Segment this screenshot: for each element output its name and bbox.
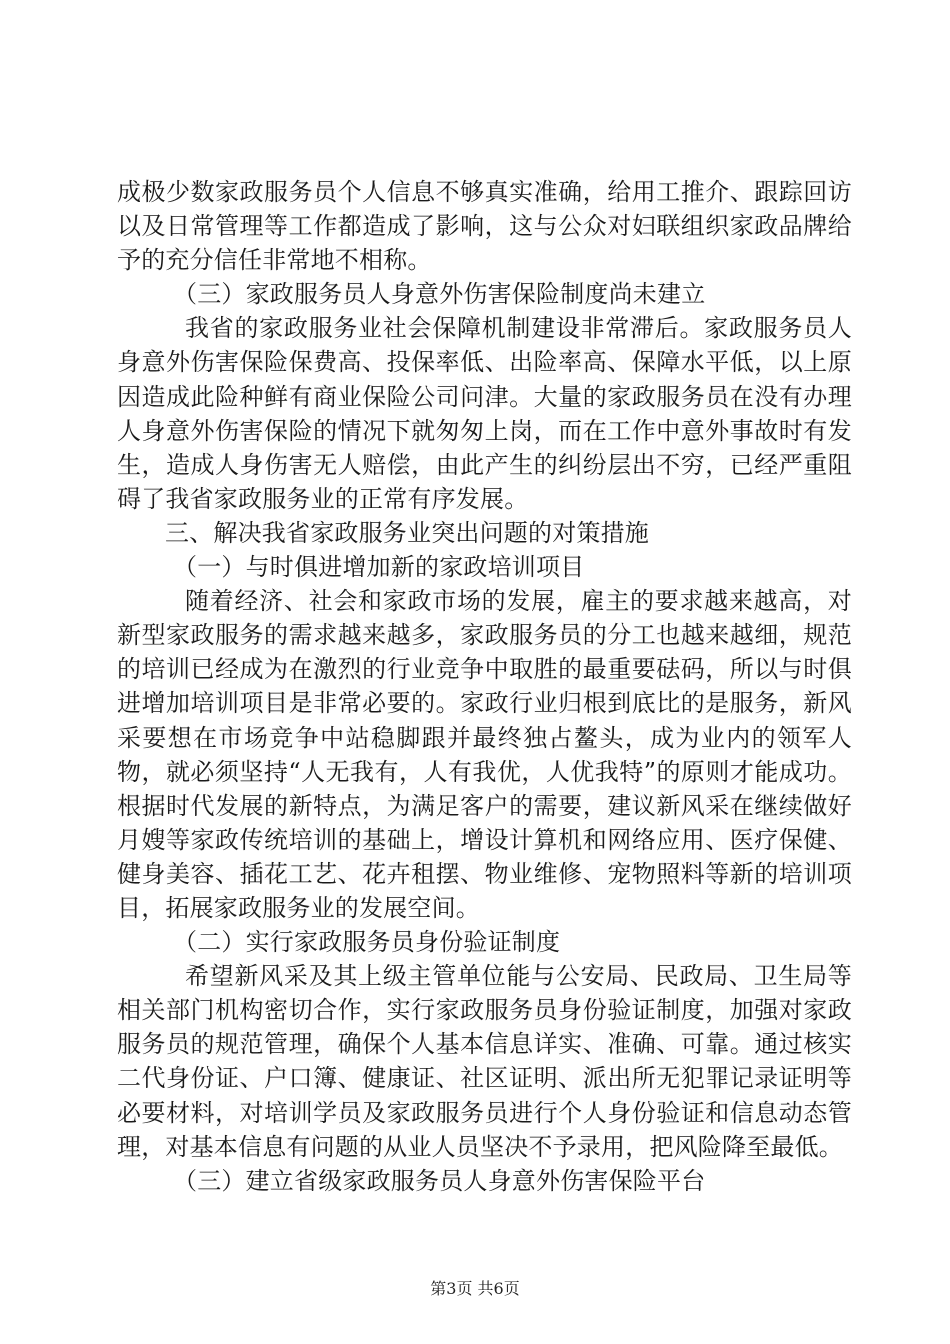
paragraph-insurance-problem: 我省的家政服务业社会保障机制建设非常滞后。家政服务员人身意外伤害保险保费高、投保率低、出险率高、保障水平低，以上原因造成此险种鲜有商业保险公司问津。大量的家政服务员在没有办理人身意外伤害保险的情况下就匆匆上岗，而在工作中意外事故时有发生，造成人身伤害无人赔偿，由此产生的纠纷层出不穷，已经严重阻碍了我省家政服务业的正常有序发展。 [117,314,852,513]
paragraph-continuation: 成极少数家政服务员个人信息不够真实准确，给用工推介、跟踪回访以及日常管理等工作都造成了影响，这与公众对妇联组织家政品牌给予的充分信任非常地不相称。 [117,178,852,275]
paragraph-identity-verification: 希望新风采及其上级主管单位能与公安局、民政局、卫生局等相关部门机构密切合作，实行家政服务员身份验证制度，加强对家政服务员的规范管理，确保个人基本信息详实、准确、可靠。通过核实二代身份证、户口簿、健康证、社区证明、派出所无犯罪记录证明等必要材料，对培训学员及家政服务员进行个人身份验证和信息动态管理，对基本信息有问题的从业人员坚决不予录用，把风险降至最低。 [117,962,852,1161]
page-number-footer: 第3页 共6页 [430,1279,520,1298]
paragraph-training: 随着经济、社会和家政市场的发展，雇主的要求越来越高，对新型家政服务的需求越来越多，家政服务员的分工也越来越细，规范的培训已经成为在激烈的行业竞争中取胜的最重要砝码，所以与时俱进增加培训项目是非常必要的。家政行业归根到底比的是服务，新风采要想在市场竞争中站稳脚跟并最终独占鳌头，成为业内的领军人物，就必须坚持“人无我有，人有我优，人优我特”的原则才能成功。根据时代发展的新特点，为满足客户的需要，建议新风采在继续做好月嫂等家政传统培训的基础上，增设计算机和网络应用、医疗保健、健身美容、插花工艺、花卉租摆、物业维修、宠物照料等新的培训项目，拓展家政服务业的发展空间。 [117,587,852,922]
section-heading-3-1: （一）与时俱进增加新的家政培训项目 [173,553,585,582]
document-body [117,175,852,1198]
section-heading-3-2: （二）实行家政服务员身份验证制度 [173,928,561,957]
section-heading-3-3: （三）家政服务员人身意外伤害保险制度尚未建立 [173,280,706,309]
section-heading-3: 三、解决我省家政服务业突出问题的对策措施 [165,518,649,547]
section-heading-3-3b: （三）建立省级家政服务员人身意外伤害保险平台 [173,1166,706,1195]
